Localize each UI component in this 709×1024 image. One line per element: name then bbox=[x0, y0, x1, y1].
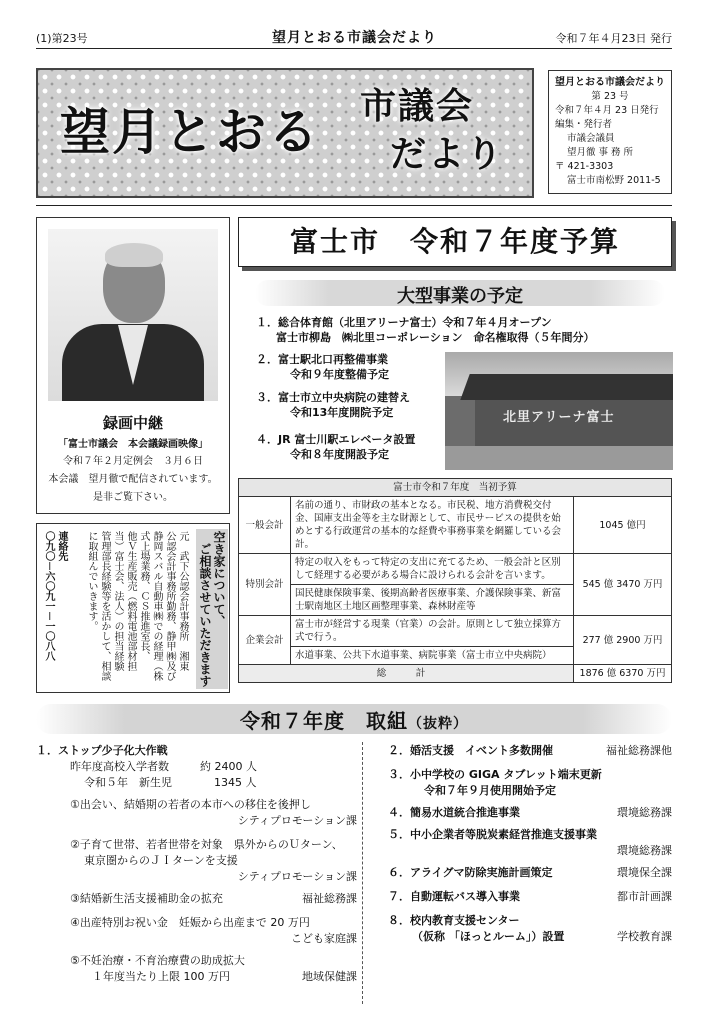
header-rule bbox=[36, 48, 672, 49]
budget-table bbox=[238, 478, 672, 683]
sub-1: ①出会い、結婚期の若者の本市への移住を後押し bbox=[70, 798, 311, 811]
sub-2: ②子育て世帯、若者世帯を対象 県外からのＵターン、 bbox=[70, 838, 343, 851]
item-8-dept: 学校教育課 bbox=[617, 930, 672, 943]
masthead bbox=[36, 68, 534, 198]
total-amount: 1876 億 6370 万円 bbox=[574, 665, 672, 683]
colophon-editor-org: 市議会議員 bbox=[567, 133, 615, 144]
general-account-desc: 名前の通り、市財政の基本となる。市民税、地方消費税交付金、国庫支出金等を主な財源として、市民サービスの提供を始めとする行政運営の基本的な経費や事務事業を網羅している会計。 bbox=[291, 497, 574, 554]
sub-3-dept: 福祉総務課 bbox=[302, 892, 357, 905]
notice-contact bbox=[42, 531, 68, 686]
arena-photo bbox=[445, 352, 673, 470]
sub-4: ④出産特別お祝い金 妊娠から出産まで 20 万円 bbox=[70, 916, 310, 929]
sub-2-dept: シティプロモーション課 bbox=[237, 870, 357, 883]
project-3-title: ３．富士市立中央病院の建替え bbox=[256, 391, 410, 404]
video-session: 令和７年２月定例会 ３月６日 bbox=[63, 456, 203, 467]
item-2-dept: 福祉総務課他 bbox=[606, 744, 672, 757]
project-1-detail: 富士市柳島 ㈱北里コーポレーション 命名権取得（５年間分） bbox=[276, 331, 595, 344]
item-3: ３．小中学校の GIGA タブレット端末更新 bbox=[388, 768, 602, 781]
masthead-subtitle-2: だより bbox=[390, 133, 505, 175]
page-number: (1)第23号 bbox=[36, 32, 88, 45]
item-7-dept: 都市計画課 bbox=[617, 890, 672, 903]
initiatives-heading bbox=[36, 705, 672, 734]
video-source: 「富士市議会 本会議録画映像」 bbox=[58, 439, 208, 450]
budget-table-title: 富士市令和７年度 当初予算 bbox=[239, 479, 672, 497]
sub-3: ③結婚新生活支援補助金の拡充 bbox=[70, 892, 223, 905]
colophon-office: 望月徹 事 務 所 bbox=[567, 147, 634, 158]
sub-5-cont: １年度当たり上限 100 万円 bbox=[92, 970, 230, 983]
sub-4-dept: こども家庭課 bbox=[291, 932, 357, 945]
special-account-amount: 545 億 3470 万円 bbox=[574, 554, 672, 616]
item-2: ２．婚活支援 イベント多数開催 bbox=[388, 744, 553, 757]
special-account-label: 特別会計 bbox=[239, 554, 291, 616]
general-account-amount: 1045 億円 bbox=[574, 497, 672, 554]
colophon-editor-label: 編集・発行者 bbox=[555, 119, 613, 130]
colophon bbox=[548, 70, 672, 194]
enterprise-account-items: 水道事業、公共下水道事業、病院事業（富士市立中央病院） bbox=[291, 647, 574, 665]
contact-label: 連絡先 bbox=[56, 531, 67, 561]
stat-1-value: 約 2400 人 bbox=[200, 760, 257, 773]
notice-body: 元 武下公認会計事務所 湘東 公認会計事務所勤務、静甲㈱及び 静岡スバル自動車㈱での経理（株 式上場業務、ＣＳ推進室長、 他Ｖ生産販売（燃料電池部材担 当）富士会、法人）の担当経験 管理部長経験等を活かして、相談 に取組んでいきます。 bbox=[86, 531, 188, 681]
project-3-detail: 令和13年度開院予定 bbox=[290, 406, 394, 419]
item-7: ７．自動運転バス導入事業 bbox=[388, 890, 520, 903]
projects-heading: 大型事業の予定 bbox=[397, 286, 523, 307]
notice-heading: 空き家について、 ご相談させていただきます bbox=[198, 531, 226, 687]
special-account-items: 国民健康保険事業、後期高齢者医療事業、介護保険事業、新富士駅南地区土地区画整理事業、森林財産等 bbox=[291, 585, 574, 616]
stat-2-value: 1345 人 bbox=[214, 776, 257, 789]
enterprise-account-label: 企業会計 bbox=[239, 616, 291, 665]
colophon-address: 富士市南松野 2011-5 bbox=[567, 175, 661, 186]
item-8-cont: （仮称 「ほっとルーム」）設置 bbox=[412, 930, 565, 943]
stat-2-label: 令和５年 新生児 bbox=[84, 776, 172, 789]
sub-5-dept: 地域保健課 bbox=[302, 970, 357, 983]
item-3-cont: 令和７年９月使用開始予定 bbox=[424, 784, 556, 797]
sub-2-cont: 東京圏からのＪＩターンを支援 bbox=[84, 854, 238, 867]
video-title: 録画中継 bbox=[102, 414, 163, 432]
colophon-issue: 第 23 号 bbox=[591, 91, 629, 102]
enterprise-account-desc: 富士市が経営する現業（官業）の会計。原則として独立採算方式で行う。 bbox=[291, 616, 574, 647]
item-4: ４．簡易水道統合推進事業 bbox=[388, 806, 520, 819]
project-2-detail: 令和９年度整備予定 bbox=[290, 368, 389, 381]
initiatives-title: 令和７年度 取組 bbox=[240, 709, 408, 733]
stat-1-label: 昨年度高校入学者数 bbox=[70, 760, 169, 773]
item-5-dept: 環境総務課 bbox=[617, 844, 672, 857]
project-4-title: ４．JR 富士川駅エレベータ設置 bbox=[256, 433, 416, 446]
project-1-title: １．総合体育館（北里アリーナ富士）令和７年４月オープン bbox=[256, 316, 552, 329]
masthead-subtitle-1: 市議会 bbox=[360, 85, 475, 127]
project-4-detail: 令和８年度開設予定 bbox=[290, 448, 389, 461]
sub-1-dept: シティプロモーション課 bbox=[237, 814, 357, 827]
colophon-date: 令和７年４月 23 日発行 bbox=[555, 105, 659, 116]
contact-phone: 〇九〇－六〇九一－一〇八八 bbox=[43, 531, 54, 661]
issue-date: 令和７年４月23日 発行 bbox=[555, 32, 672, 45]
video-cta: 是非ご覧下さい。 bbox=[93, 492, 173, 503]
special-account-desc: 特定の収入をもって特定の支出に充てるため、一般会計と区別して経理する必要がある場合に設けられる会計を言います。 bbox=[291, 554, 574, 585]
project-2-title: ２．富士駅北口再整備事業 bbox=[256, 353, 388, 366]
item-1-title: １．ストップ少子化大作戦 bbox=[36, 744, 168, 757]
portrait-photo bbox=[48, 229, 218, 401]
item-6: ６．アライグマ防除実施計画策定 bbox=[388, 866, 553, 879]
column-separator bbox=[362, 742, 363, 1004]
item-5: ５．中小企業者等脱炭素経営推進支援事業 bbox=[388, 828, 597, 841]
item-8: ８．校内教育支援センター bbox=[388, 914, 520, 927]
colophon-title: 望月とおる市議会だより bbox=[555, 77, 665, 88]
total-label: 総 計 bbox=[239, 665, 574, 683]
sub-5: ⑤不妊治療・不育治療費の助成拡大 bbox=[70, 954, 245, 967]
budget-heading: 富士市 令和７年度予算 bbox=[238, 217, 672, 267]
masthead-title: 望月とおる bbox=[60, 102, 320, 161]
item-4-dept: 環境総務課 bbox=[617, 806, 672, 819]
video-note: 本会議 望月徹で配信されています。 bbox=[48, 474, 218, 485]
masthead-rule bbox=[36, 205, 672, 206]
running-title: 望月とおる市議会だより bbox=[272, 30, 437, 46]
item-6-dept: 環境保全課 bbox=[617, 866, 672, 879]
enterprise-account-amount: 277 億 2900 万円 bbox=[574, 616, 672, 665]
initiatives-note: （抜粋） bbox=[408, 716, 468, 732]
general-account-label: 一般会計 bbox=[239, 497, 291, 554]
colophon-zip: 〒 421-3303 bbox=[555, 161, 614, 172]
arena-sign: 北里アリーナ富士 bbox=[503, 410, 615, 425]
